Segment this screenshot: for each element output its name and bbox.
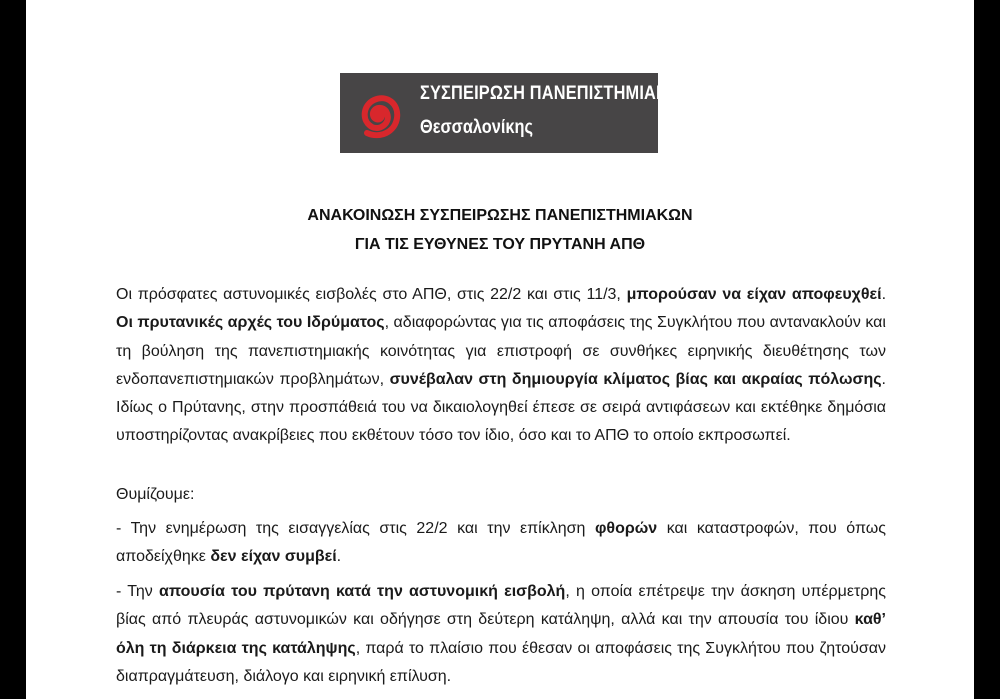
paragraph-4 <box>116 578 886 691</box>
p1-bold-3: συνέβαλαν στη δημιουργία κλίματος βίας και ακραίας πόλωσης <box>389 370 882 388</box>
logo-title: ΣΥΣΠΕΙΡΩΣΗ ΠΑΝΕΠΙΣΤΗΜΙΑΚΩΝ <box>420 83 694 104</box>
p2-text-1: Θυμίζουμε: <box>116 486 195 503</box>
p1-text-4: . Ιδίως ο Πρύτανης, στην προσπάθειά του να δικαιολογηθεί έπεσε σε σειρά αντιφάσεων και εκτέθηκε δημόσια υποστηρίζοντας ανακρίβειες που εκθέτουν τόσο τον ίδιο, όσο και το ΑΠΘ το οποίο εκπροσωπεί. <box>116 370 886 445</box>
p3-bold-1: φθορών <box>594 520 658 537</box>
document-page <box>26 0 974 699</box>
p1-text-1: Οι πρόσφατες αστυνομικές εισβολές στο ΑΠΘ, στις 22/2 και στις 11/3, <box>116 286 627 303</box>
paragraph-2 <box>116 481 886 509</box>
organization-logo <box>340 73 694 153</box>
p4-text-2: , η οποία επέτρεψε την άσκηση υπέρμετρης βίας από πλευράς αστυνομικών και οδήγησε στη δεύτερη κατάληψη, αλλά και την απουσία του ίδιου <box>116 583 886 629</box>
p1-text-3: , αδιαφορώντας για τις αποφάσεις της Συγκλήτου που αντανακλούν και τη βούληση της πανεπιστημιακής κοινότητας για επιστροφή σε συνθήκες ειρηνικής διευθέτησης των ενδοπανεπιστημιακών προβλημάτων, <box>116 314 886 388</box>
announcement-title-line-2: ΓΙΑ ΤΙΣ ΕΥΘΥΝΕΣ ΤΟΥ ΠΡΥΤΑΝΗ ΑΠΘ <box>354 236 646 253</box>
p4-text-3: , παρά το πλαίσιο που έθεσαν οι αποφάσεις της Συγκλήτου που ζητούσαν διαπραγμάτευση, διάλογο και ειρηνική επίλυση. <box>116 639 886 685</box>
p4-bold-2: καθ’ όλη τη διάρκεια της κατάληψης <box>116 611 886 657</box>
p1-bold-1: μπορούσαν να είχαν αποφευχθεί <box>626 286 882 303</box>
red-spiral-icon <box>346 81 410 145</box>
p1-text-2: . <box>881 286 887 303</box>
p3-text-1: - Την ενημέρωση της εισαγγελίας στις 22/2 και την επίκληση <box>116 520 595 537</box>
p1-bold-2: Οι πρυτανικές αρχές του Ιδρύματος <box>116 314 385 332</box>
p3-bold-2: δεν είχαν συμβεί <box>210 548 337 566</box>
paragraph-1 <box>116 281 886 451</box>
paragraph-3 <box>116 515 886 572</box>
p3-text-2: και καταστροφών, που όπως αποδείχθηκε <box>116 520 886 566</box>
p3-text-3: . <box>336 548 342 566</box>
p4-text-1: - Την <box>116 583 159 600</box>
p4-bold-1: απουσία του πρύτανη κατά την αστυνομική εισβολή <box>158 583 566 600</box>
announcement-title-line-1: ΑΝΑΚΟΙΝΩΣΗ ΣΥΣΠΕΙΡΩΣΗΣ ΠΑΝΕΠΙΣΤΗΜΙΑΚΩΝ <box>307 207 693 224</box>
logo-subtitle: Θεσσαλονίκης <box>420 117 533 138</box>
